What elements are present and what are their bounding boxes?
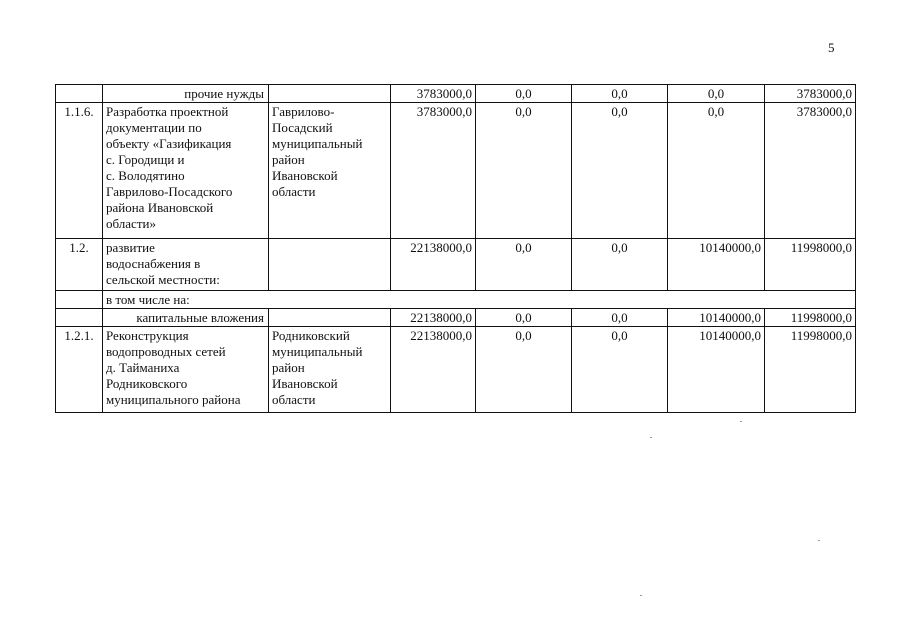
row-value-2: 0,0	[572, 103, 668, 239]
row-value-1: 0,0	[476, 103, 572, 239]
row-value-1: 0,0	[476, 327, 572, 413]
row-name: Разработка проектной документации по объекту «Газификация с. Городищи и с. Володятино Гаврилово-Посадского района Ивановской области»	[103, 103, 269, 239]
row-value-3: 10140000,0	[668, 239, 765, 291]
table-row	[56, 291, 856, 309]
row-value-4: 3783000,0	[765, 103, 856, 239]
row-code	[56, 291, 103, 309]
table-row	[56, 85, 856, 103]
row-total: 22138000,0	[391, 239, 476, 291]
row-executor	[269, 309, 391, 327]
table-row	[56, 239, 856, 291]
row-value-4: 11998000,0	[765, 327, 856, 413]
row-value-4: 11998000,0	[765, 239, 856, 291]
row-value-4: 3783000,0	[765, 85, 856, 103]
row-value-3: 0,0	[668, 103, 765, 239]
row-value-3: 10140000,0	[668, 309, 765, 327]
row-code: 1.1.6.	[56, 103, 103, 239]
scan-speck	[650, 437, 652, 438]
row-total: 3783000,0	[391, 85, 476, 103]
table-row	[56, 309, 856, 327]
row-code: 1.2.1.	[56, 327, 103, 413]
table-row	[56, 327, 856, 413]
budget-table	[55, 84, 856, 413]
scan-speck	[640, 595, 642, 596]
row-value-1: 0,0	[476, 309, 572, 327]
row-value-2: 0,0	[572, 85, 668, 103]
row-code	[56, 309, 103, 327]
row-name: прочие нужды	[103, 85, 269, 103]
row-total: 3783000,0	[391, 103, 476, 239]
scan-speck	[740, 421, 742, 422]
row-value-1: 0,0	[476, 239, 572, 291]
row-executor	[269, 239, 391, 291]
row-name: Реконструкция водопроводных сетей д. Тайманиха Родниковского муниципального района	[103, 327, 269, 413]
row-total: 22138000,0	[391, 309, 476, 327]
row-value-1: 0,0	[476, 85, 572, 103]
scan-speck	[818, 540, 820, 541]
row-code	[56, 85, 103, 103]
row-value-2: 0,0	[572, 309, 668, 327]
row-value-2: 0,0	[572, 239, 668, 291]
row-executor: Родниковский муниципальный район Ивановской области	[269, 327, 391, 413]
row-executor: Гаврилово- Посадский муниципальный район Ивановской области	[269, 103, 391, 239]
row-value-4: 11998000,0	[765, 309, 856, 327]
row-value-3: 0,0	[668, 85, 765, 103]
table-row	[56, 103, 856, 239]
row-value-2: 0,0	[572, 327, 668, 413]
row-name: капитальные вложения	[103, 309, 269, 327]
row-executor	[269, 85, 391, 103]
row-name: развитие водоснабжения в сельской местности:	[103, 239, 269, 291]
row-name: в том числе на:	[103, 291, 856, 309]
row-value-3: 10140000,0	[668, 327, 765, 413]
page-number: 5	[828, 40, 835, 55]
row-code: 1.2.	[56, 239, 103, 291]
row-total: 22138000,0	[391, 327, 476, 413]
